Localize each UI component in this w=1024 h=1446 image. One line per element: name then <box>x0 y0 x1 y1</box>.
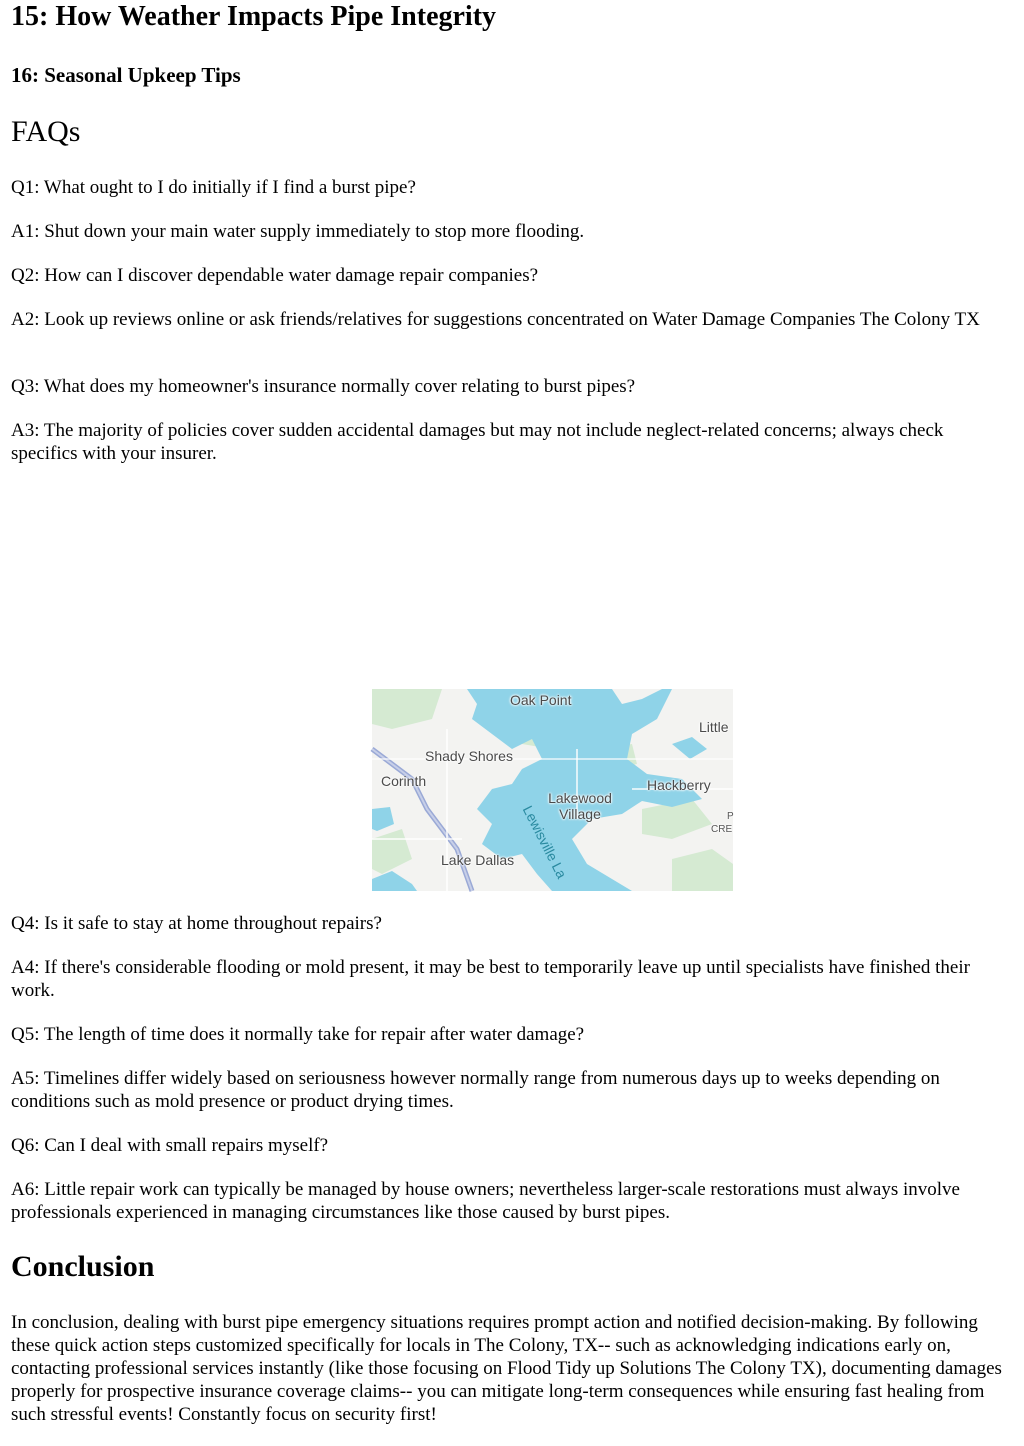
faq-answer-1: A1: Shut down your main water supply immediately to stop more flooding. <box>11 221 585 242</box>
faq-question-2: Q2: How can I discover dependable water damage repair companies? <box>11 265 539 286</box>
map-label-lakewood: Lakewood <box>548 790 612 806</box>
faq-answer-5: A5: Timelines differ widely based on seriousness however normally range from numerous days up to weeks depending on conditions such as mold presence or product drying times. <box>11 1068 940 1112</box>
heading-conclusion: Conclusion <box>11 1250 155 1283</box>
map-label-little: Little <box>699 719 729 735</box>
faq-answer-4: A4: If there's considerable flooding or mold present, it may be best to temporarily leave up until specialists have finished their work. <box>11 957 970 1001</box>
faq-answer-2: A2: Look up reviews online or ask friends/relatives for suggestions concentrated on Water Damage Companies The Colony TX <box>11 309 980 330</box>
conclusion-paragraph: In conclusion, dealing with burst pipe emergency situations requires prompt action and notified decision-making. By following these quick action steps customized specifically for locals in The Colony, TX-- such as acknowledging indications early on, contacting professional services instantly (like those focusing on Flood Tidy up Solutions The Colony TX), documenting damages properly for prospective insurance coverage claims-- you can mitigate long-term consequences while ensuring fast healing from such stressful events! Constantly focus on security first! <box>11 1312 1002 1425</box>
faq-question-1: Q1: What ought to I do initially if I find a burst pipe? <box>11 177 416 198</box>
map-label-village: Village <box>559 806 601 822</box>
faq-answer-3: A3: The majority of policies cover sudden accidental damages but may not include neglect-related concerns; always check specifics with your insurer. <box>11 420 944 464</box>
faq-question-4: Q4: Is it safe to stay at home throughout repairs? <box>11 913 382 934</box>
faq-question-3: Q3: What does my homeowner's insurance normally cover relating to burst pipes? <box>11 376 636 397</box>
heading-faqs: FAQs <box>11 115 81 148</box>
map-label-corinth: Corinth <box>381 773 427 789</box>
map-label-cre: CRE <box>711 824 733 835</box>
faq-answer-6: A6: Little repair work can typically be managed by house owners; nevertheless larger-scale restorations must always involve professionals experienced in managing circumstances like those caused by burst pipes. <box>11 1179 960 1223</box>
faq-question-6: Q6: Can I deal with small repairs myself? <box>11 1135 329 1156</box>
heading-weather: 15: How Weather Impacts Pipe Integrity <box>11 1 497 32</box>
map-label-lake-dallas: Lake Dallas <box>441 852 515 868</box>
faq-question-5: Q5: The length of time does it normally take for repair after water damage? <box>11 1024 585 1045</box>
map-label-p: P <box>727 811 734 822</box>
heading-upkeep: 16: Seasonal Upkeep Tips <box>11 63 241 87</box>
map-label-lewisville-lake: Lewisville La <box>519 803 571 881</box>
map-label-oak-point: Oak Point <box>510 692 572 708</box>
map-image <box>372 689 733 891</box>
map-label-hackberry: Hackberry <box>647 777 711 793</box>
map-label-shady-shores: Shady Shores <box>425 748 513 764</box>
